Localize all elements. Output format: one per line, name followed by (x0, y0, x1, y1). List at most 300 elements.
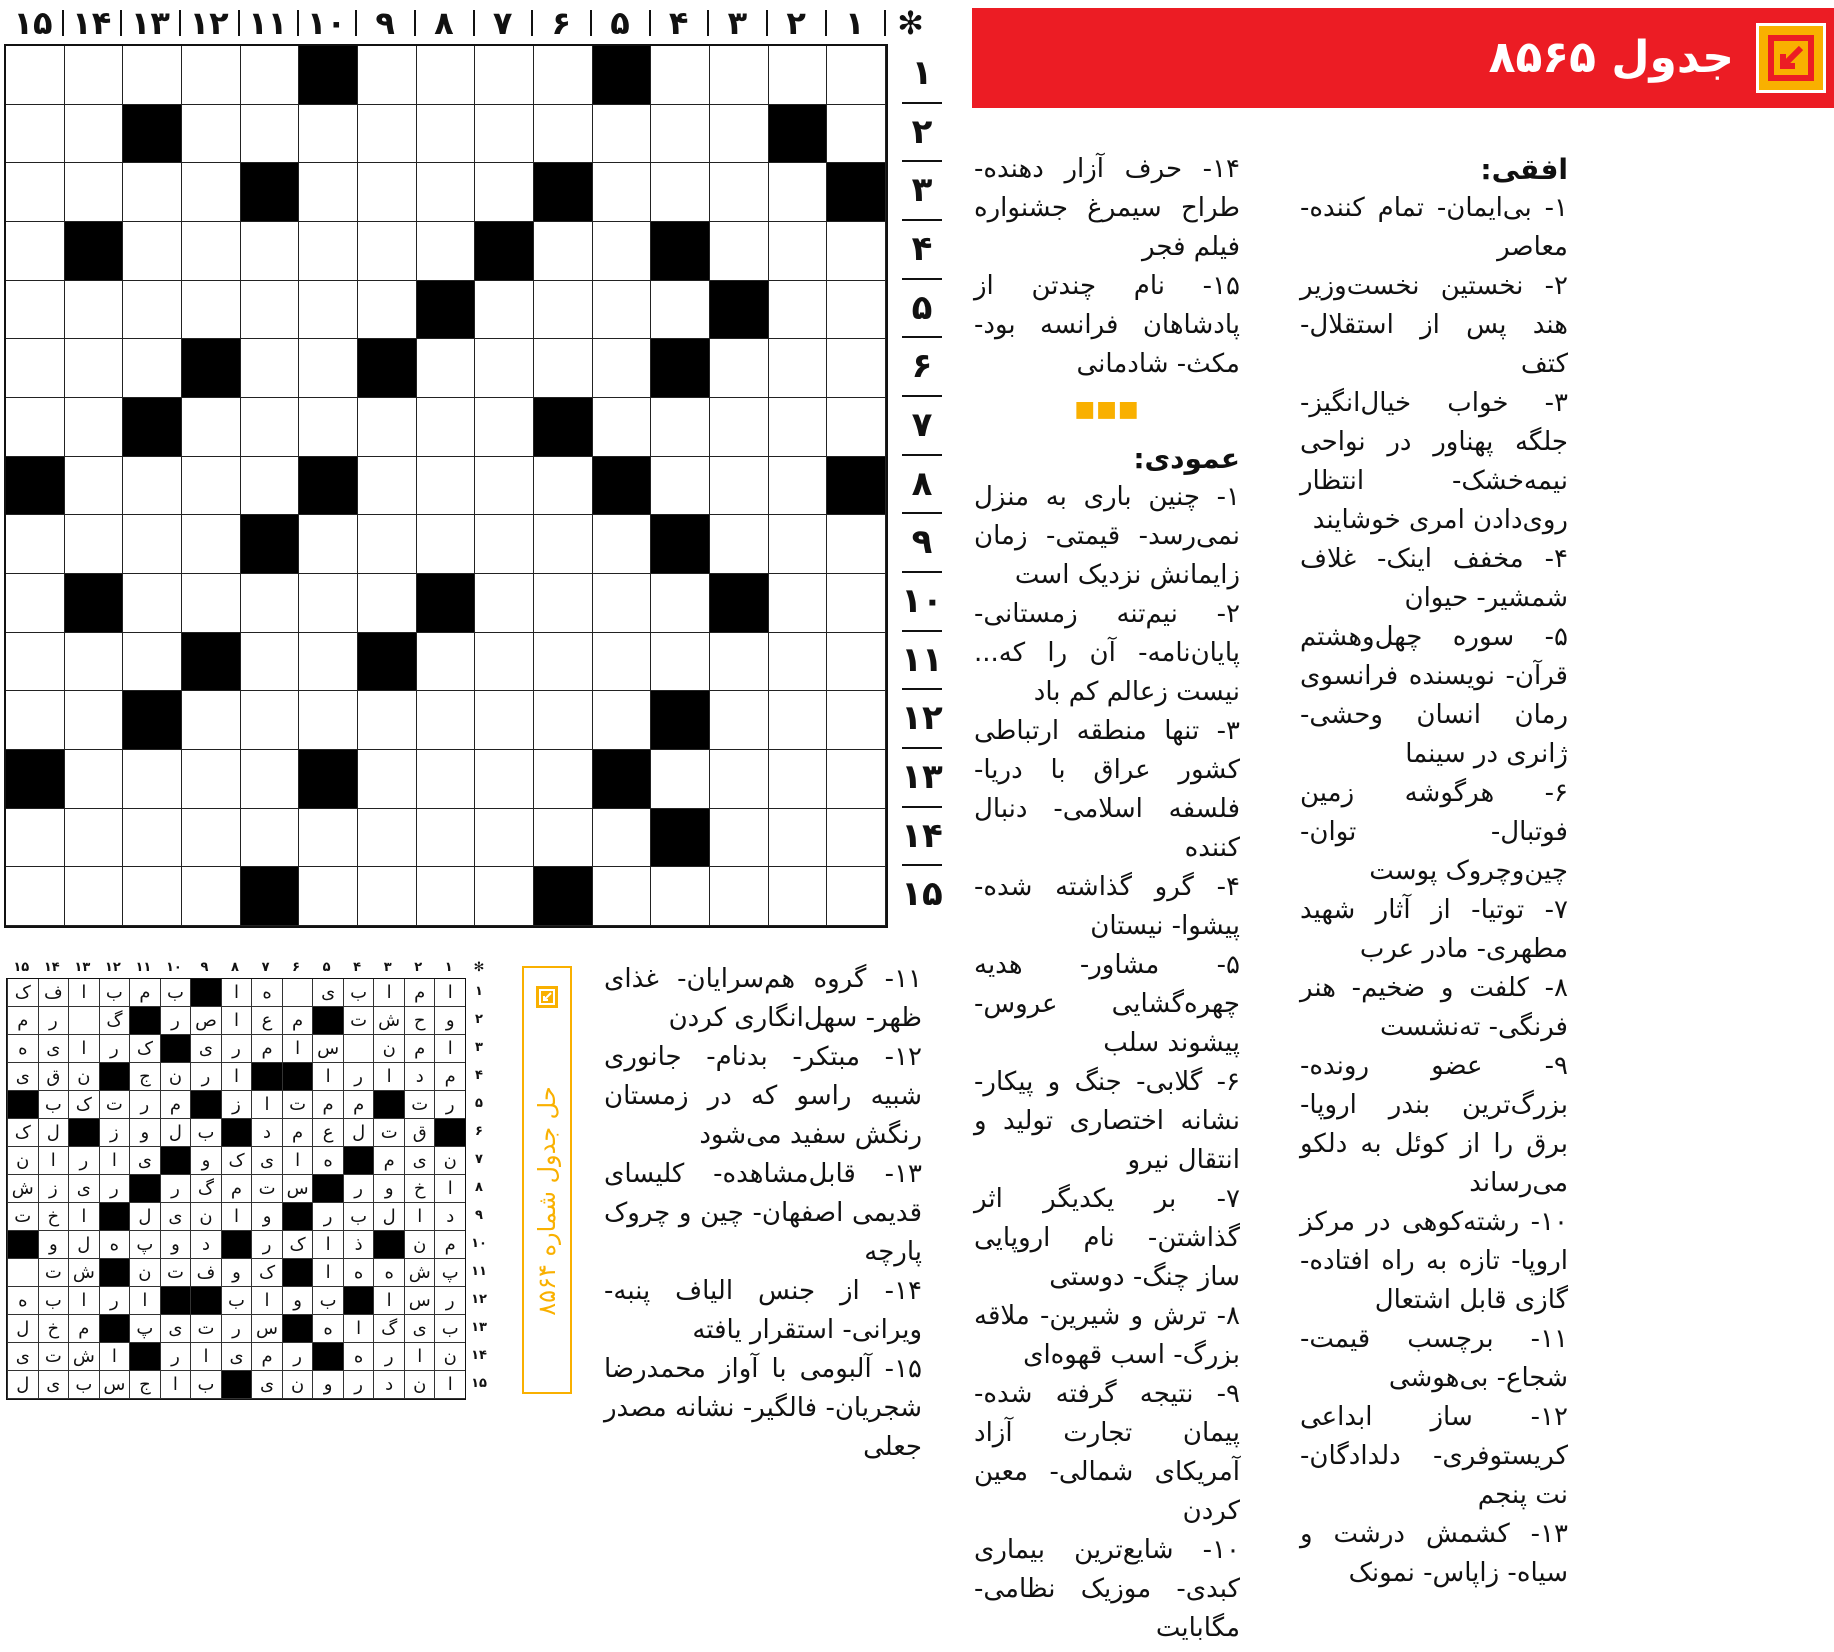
grid-cell[interactable] (827, 574, 886, 633)
black-cell (827, 457, 886, 516)
grid-cell[interactable] (710, 691, 769, 750)
solution-letter-cell: و (373, 1175, 404, 1203)
grid-cell[interactable] (651, 398, 710, 457)
grid-cell[interactable] (358, 457, 417, 516)
grid-cell[interactable] (593, 691, 652, 750)
grid-cell[interactable] (358, 46, 417, 105)
grid-cell[interactable] (475, 633, 534, 692)
solution-letter-cell: ک (251, 1259, 282, 1287)
grid-cell[interactable] (6, 105, 65, 164)
solution-black-cell (221, 1371, 252, 1399)
grid-cell[interactable] (475, 867, 534, 926)
solution-row-number: ۱۰ (471, 1236, 487, 1251)
row-number: ۵ (911, 287, 933, 328)
column-number: ۸ (434, 4, 454, 42)
grid-cell[interactable] (417, 105, 476, 164)
black-cell (417, 281, 476, 340)
grid-cell[interactable] (6, 398, 65, 457)
grid-cell[interactable] (182, 222, 241, 281)
grid-cell[interactable] (651, 457, 710, 516)
column-separator (825, 10, 827, 36)
grid-cell[interactable] (182, 457, 241, 516)
grid-cell[interactable] (710, 515, 769, 574)
grid-cell[interactable] (593, 809, 652, 868)
solution-letter-cell: ی (68, 1175, 99, 1203)
grid-cell[interactable] (241, 691, 300, 750)
solution-letter-cell: ی (312, 979, 343, 1007)
grid-cell[interactable] (593, 867, 652, 926)
grid-cell[interactable] (358, 691, 417, 750)
solution-letter-cell: ج (129, 1063, 160, 1091)
grid-cell[interactable] (769, 574, 828, 633)
grid-cell[interactable] (241, 281, 300, 340)
grid-cell[interactable] (65, 750, 124, 809)
clue-across-13: ۱۳- کشمش درشت و سیاه- زاپاس- نمونک (1300, 1519, 1568, 1588)
grid-cell[interactable] (299, 339, 358, 398)
solution-letter-cell: ک (68, 1091, 99, 1119)
grid-cell[interactable] (769, 750, 828, 809)
solution-black-cell (99, 1315, 130, 1343)
solution-letter-cell: ص (190, 1007, 221, 1035)
grid-cell[interactable] (358, 163, 417, 222)
grid-cell[interactable] (65, 281, 124, 340)
grid-cell[interactable] (241, 750, 300, 809)
solution-row-number: ۴ (475, 1068, 483, 1083)
black-cell (534, 398, 593, 457)
grid-cell[interactable] (827, 515, 886, 574)
grid-cell[interactable] (6, 633, 65, 692)
grid-cell[interactable] (65, 105, 124, 164)
grid-cell[interactable] (710, 222, 769, 281)
grid-cell[interactable] (769, 867, 828, 926)
grid-cell[interactable] (182, 398, 241, 457)
grid-cell[interactable] (769, 339, 828, 398)
row-number: ۲ (911, 111, 933, 152)
solution-letter-cell: ا (221, 979, 252, 1007)
solution-column-number: ۱۳ (74, 960, 91, 975)
solution-letter-cell: ک (282, 1231, 313, 1259)
grid-cell[interactable] (534, 633, 593, 692)
grid-cell[interactable] (65, 398, 124, 457)
grid-cell[interactable] (241, 46, 300, 105)
grid-cell[interactable] (827, 867, 886, 926)
column-separator (297, 10, 299, 36)
grid-cell[interactable] (417, 867, 476, 926)
grid-cell[interactable] (710, 633, 769, 692)
solution-letter-cell: م (404, 1035, 435, 1063)
grid-cell[interactable] (417, 46, 476, 105)
solution-letter-cell: ل (343, 1119, 374, 1147)
solution-letter-cell: ذ (343, 1231, 374, 1259)
solution-letter-cell: ش (404, 1259, 435, 1287)
solution-row-number: ۱۱ (471, 1264, 487, 1279)
black-cell (65, 222, 124, 281)
column-number: ۱ (845, 4, 865, 42)
grid-cell[interactable] (358, 222, 417, 281)
solution-letter-cell: ل (160, 1119, 191, 1147)
solution-letter-cell: م (251, 1343, 282, 1371)
grid-cell[interactable] (475, 515, 534, 574)
grid-cell[interactable] (651, 46, 710, 105)
grid-cell[interactable] (827, 750, 886, 809)
solution-column-number: ۵ (322, 960, 331, 975)
solution-letter-cell: ا (282, 1147, 313, 1175)
solution-letter-cell: ه (312, 1315, 343, 1343)
solution-black-cell (312, 1343, 343, 1371)
grid-cell[interactable] (65, 809, 124, 868)
solution-letter-cell: ل (7, 1371, 38, 1399)
column-separator (120, 10, 122, 36)
solution-letter-cell: ت (373, 1119, 404, 1147)
solution-letter-cell: ا (221, 1203, 252, 1231)
solution-letter-cell: ر (68, 1147, 99, 1175)
grid-cell[interactable] (182, 691, 241, 750)
grid-cell[interactable] (123, 574, 182, 633)
grid-cell[interactable] (827, 398, 886, 457)
grid-cell[interactable] (358, 750, 417, 809)
grid-cell[interactable] (182, 281, 241, 340)
grid-cell[interactable] (593, 281, 652, 340)
grid-cell[interactable] (593, 515, 652, 574)
grid-cell[interactable] (182, 46, 241, 105)
solution-letter-cell: ه (99, 1231, 130, 1259)
black-cell (182, 339, 241, 398)
grid-cell[interactable] (6, 809, 65, 868)
grid-cell[interactable] (6, 691, 65, 750)
solution-black-cell (373, 1091, 404, 1119)
clue-down-14: ۱۴- از جنس الیاف پنبه- ویرانی- استقرار یافته (604, 1276, 922, 1345)
solution-black-cell (312, 1007, 343, 1035)
grid-cell[interactable] (123, 222, 182, 281)
solution-black-cell (221, 1231, 252, 1259)
solution-letter-cell: ر (343, 1175, 374, 1203)
grid-cell[interactable] (6, 281, 65, 340)
grid-cell[interactable] (417, 339, 476, 398)
grid-cell[interactable] (299, 105, 358, 164)
solution-letter-cell: ش (373, 1007, 404, 1035)
solution-column-number: ۷ (261, 960, 270, 975)
grid-cell[interactable] (475, 574, 534, 633)
grid-cell[interactable] (769, 398, 828, 457)
grid-cell[interactable] (593, 398, 652, 457)
clue-down-5: ۵- مشاور- هدیه چهره‌گشایی عروس- پیشوند سلب (974, 950, 1240, 1058)
grid-cell[interactable] (475, 46, 534, 105)
grid-cell[interactable] (593, 633, 652, 692)
row-number: ۱۰ (901, 581, 943, 621)
grid-cell[interactable] (710, 46, 769, 105)
grid-cell[interactable] (651, 750, 710, 809)
solution-grid (6, 978, 466, 1400)
puzzle-logo-icon (1756, 23, 1826, 93)
solution-letter-cell: ه (343, 1259, 374, 1287)
grid-cell[interactable] (358, 574, 417, 633)
grid-cell[interactable] (123, 867, 182, 926)
grid-cell[interactable] (534, 46, 593, 105)
solution-letter-cell: ا (68, 1035, 99, 1063)
crossword-row-numbers (888, 44, 968, 924)
grid-cell[interactable] (475, 750, 534, 809)
grid-cell[interactable] (710, 105, 769, 164)
grid-cell[interactable] (6, 339, 65, 398)
column-number: ۲ (786, 4, 806, 42)
grid-cell[interactable] (65, 691, 124, 750)
solution-black-cell (160, 1147, 191, 1175)
grid-cell[interactable] (182, 163, 241, 222)
grid-cell[interactable] (241, 633, 300, 692)
grid-cell[interactable] (769, 222, 828, 281)
solution-letter-cell: س (282, 1175, 313, 1203)
mixed-clues-column (974, 150, 1240, 1648)
grid-cell[interactable] (534, 574, 593, 633)
grid-cell[interactable] (651, 574, 710, 633)
grid-cell[interactable] (6, 46, 65, 105)
solution-column-number: ۱۱ (135, 960, 152, 975)
column-separator (590, 10, 592, 36)
solution-label-frame (522, 966, 572, 1394)
grid-cell[interactable] (710, 867, 769, 926)
grid-cell[interactable] (827, 105, 886, 164)
grid-cell[interactable] (417, 515, 476, 574)
grid-cell[interactable] (769, 633, 828, 692)
grid-cell[interactable] (827, 46, 886, 105)
grid-cell[interactable] (769, 281, 828, 340)
grid-cell[interactable] (651, 105, 710, 164)
solution-letter-cell: ی (7, 1343, 38, 1371)
grid-cell[interactable] (710, 398, 769, 457)
grid-cell[interactable] (241, 457, 300, 516)
grid-cell[interactable] (6, 574, 65, 633)
grid-cell[interactable] (182, 750, 241, 809)
grid-cell[interactable] (475, 339, 534, 398)
solution-letter-cell: ر (373, 1343, 404, 1371)
grid-cell[interactable] (241, 222, 300, 281)
grid-cell[interactable] (534, 222, 593, 281)
grid-cell[interactable] (358, 281, 417, 340)
grid-cell[interactable] (827, 633, 886, 692)
grid-cell[interactable] (123, 163, 182, 222)
grid-cell[interactable] (534, 809, 593, 868)
solution-row-number: ۸ (475, 1180, 483, 1195)
grid-cell[interactable] (475, 163, 534, 222)
column-separator (649, 10, 651, 36)
grid-cell[interactable] (651, 867, 710, 926)
black-cell (534, 867, 593, 926)
grid-cell[interactable] (417, 457, 476, 516)
grid-cell[interactable] (299, 867, 358, 926)
grid-cell[interactable] (241, 339, 300, 398)
row-number: ۷ (911, 405, 933, 445)
black-cell (593, 46, 652, 105)
clue-down-8: ۸- ترش و شیرین- ملاقه بزرگ- اسب قهوه‌ای (974, 1301, 1240, 1370)
solution-letter-cell: ا (282, 1035, 313, 1063)
grid-cell[interactable] (593, 339, 652, 398)
grid-cell[interactable] (769, 691, 828, 750)
grid-cell[interactable] (358, 105, 417, 164)
grid-cell[interactable] (769, 515, 828, 574)
solution-black-cell (190, 979, 221, 1007)
grid-cell[interactable] (651, 281, 710, 340)
grid-cell[interactable] (182, 105, 241, 164)
grid-cell[interactable] (123, 339, 182, 398)
grid-cell[interactable] (123, 515, 182, 574)
solution-black-cell (282, 1063, 313, 1091)
solution-letter-cell: ن (434, 1147, 465, 1175)
grid-cell[interactable] (299, 515, 358, 574)
grid-cell[interactable] (241, 105, 300, 164)
column-separator (355, 10, 357, 36)
solution-letter-cell: م (129, 979, 160, 1007)
solution-letter-cell: ا (221, 1063, 252, 1091)
grid-cell[interactable] (358, 809, 417, 868)
solution-letter-cell: ه (7, 1035, 38, 1063)
grid-cell[interactable] (534, 339, 593, 398)
grid-cell[interactable] (182, 515, 241, 574)
grid-cell[interactable] (123, 281, 182, 340)
grid-cell[interactable] (651, 633, 710, 692)
solution-black-cell (99, 1259, 130, 1287)
clue-down-4: ۴- گرو گذاشته شده- پیشوا- نیستان (974, 872, 1240, 941)
solution-letter-cell: ر (282, 1343, 313, 1371)
black-cell (123, 398, 182, 457)
solution-letter-cell: ف (38, 979, 69, 1007)
grid-cell[interactable] (417, 809, 476, 868)
grid-cell[interactable] (710, 750, 769, 809)
grid-cell[interactable] (241, 574, 300, 633)
grid-cell[interactable] (710, 163, 769, 222)
grid-cell[interactable] (299, 163, 358, 222)
grid-cell[interactable] (182, 809, 241, 868)
grid-cell[interactable] (299, 574, 358, 633)
solution-row-number: ۱۲ (471, 1292, 487, 1307)
grid-cell[interactable] (475, 281, 534, 340)
grid-cell[interactable] (534, 750, 593, 809)
grid-cell[interactable] (299, 222, 358, 281)
solution-black-cell (160, 1287, 191, 1315)
grid-cell[interactable] (65, 457, 124, 516)
solution-black-cell (129, 1343, 160, 1371)
grid-cell[interactable] (182, 574, 241, 633)
black-cell (241, 163, 300, 222)
solution-black-cell (190, 1287, 221, 1315)
grid-cell[interactable] (534, 691, 593, 750)
grid-cell[interactable] (827, 691, 886, 750)
grid-cell[interactable] (710, 809, 769, 868)
solution-letter-cell: ر (160, 1007, 191, 1035)
grid-cell[interactable] (417, 163, 476, 222)
grid-cell[interactable] (123, 457, 182, 516)
grid-cell[interactable] (769, 457, 828, 516)
grid-cell[interactable] (299, 398, 358, 457)
solution-letter-cell: ل (7, 1315, 38, 1343)
solution-letter-cell: ک (221, 1147, 252, 1175)
grid-cell[interactable] (299, 691, 358, 750)
grid-cell[interactable] (123, 750, 182, 809)
grid-cell[interactable] (299, 809, 358, 868)
solution-letter-cell: م (373, 1147, 404, 1175)
solution-black-cell (160, 1035, 191, 1063)
grid-cell[interactable] (358, 515, 417, 574)
solution-black-cell (343, 1287, 374, 1315)
grid-cell[interactable] (475, 398, 534, 457)
grid-cell[interactable] (593, 105, 652, 164)
solution-letter-cell: ا (68, 1203, 99, 1231)
solution-letter-cell: م (7, 1007, 38, 1035)
solution-column-number: ۹ (200, 960, 209, 975)
grid-cell[interactable] (534, 105, 593, 164)
grid-cell[interactable] (417, 633, 476, 692)
grid-cell[interactable] (534, 457, 593, 516)
grid-cell[interactable] (182, 867, 241, 926)
grid-cell[interactable] (65, 633, 124, 692)
grid-cell[interactable] (417, 691, 476, 750)
grid-cell[interactable] (358, 398, 417, 457)
grid-cell[interactable] (475, 809, 534, 868)
grid-cell[interactable] (65, 515, 124, 574)
row-number: ۱۲ (901, 698, 943, 739)
clue-down-1: ۱- چنین باری به منزل نمی‌رسد- قیمتی- زمان زایمانش نزدیک است (974, 482, 1240, 590)
grid-cell[interactable] (769, 809, 828, 868)
grid-cell[interactable] (827, 809, 886, 868)
grid-cell[interactable] (65, 46, 124, 105)
grid-cell[interactable] (534, 281, 593, 340)
grid-cell[interactable] (299, 281, 358, 340)
grid-cell[interactable] (593, 163, 652, 222)
grid-cell[interactable] (417, 750, 476, 809)
solution-black-cell (373, 1231, 404, 1259)
solution-letter-cell: م (312, 1091, 343, 1119)
grid-cell[interactable] (358, 867, 417, 926)
grid-cell[interactable] (769, 46, 828, 105)
solution-letter-cell: ا (251, 1091, 282, 1119)
grid-cell[interactable] (6, 515, 65, 574)
grid-cell[interactable] (65, 867, 124, 926)
grid-cell[interactable] (65, 339, 124, 398)
grid-cell[interactable] (417, 222, 476, 281)
grid-cell[interactable] (593, 222, 652, 281)
grid-cell[interactable] (475, 457, 534, 516)
black-cell (827, 163, 886, 222)
clue-down-15: ۱۵- آلبومی با آواز محمدرضا شجریان- فالگیر- نشانه مصدر جعلی (604, 1354, 922, 1462)
solution-letter-cell: و (251, 1203, 282, 1231)
grid-cell[interactable] (299, 633, 358, 692)
solution-letter-cell: ر (99, 1035, 130, 1063)
grid-cell[interactable] (241, 398, 300, 457)
grid-cell[interactable] (123, 633, 182, 692)
grid-cell[interactable] (769, 163, 828, 222)
crossword-grid[interactable] (4, 44, 888, 928)
grid-cell[interactable] (710, 457, 769, 516)
solution-letter-cell: ت (38, 1259, 69, 1287)
grid-cell[interactable] (6, 163, 65, 222)
grid-cell[interactable] (534, 515, 593, 574)
grid-cell[interactable] (651, 163, 710, 222)
grid-cell[interactable] (123, 809, 182, 868)
grid-cell[interactable] (827, 281, 886, 340)
grid-cell[interactable] (475, 105, 534, 164)
grid-cell[interactable] (417, 398, 476, 457)
grid-cell[interactable] (65, 163, 124, 222)
grid-cell[interactable] (123, 46, 182, 105)
grid-cell[interactable] (710, 339, 769, 398)
grid-cell[interactable] (241, 809, 300, 868)
grid-cell[interactable] (827, 339, 886, 398)
grid-cell[interactable] (6, 867, 65, 926)
black-cell (593, 457, 652, 516)
grid-cell[interactable] (475, 691, 534, 750)
grid-cell[interactable] (593, 574, 652, 633)
grid-cell[interactable] (6, 222, 65, 281)
grid-cell[interactable] (827, 222, 886, 281)
